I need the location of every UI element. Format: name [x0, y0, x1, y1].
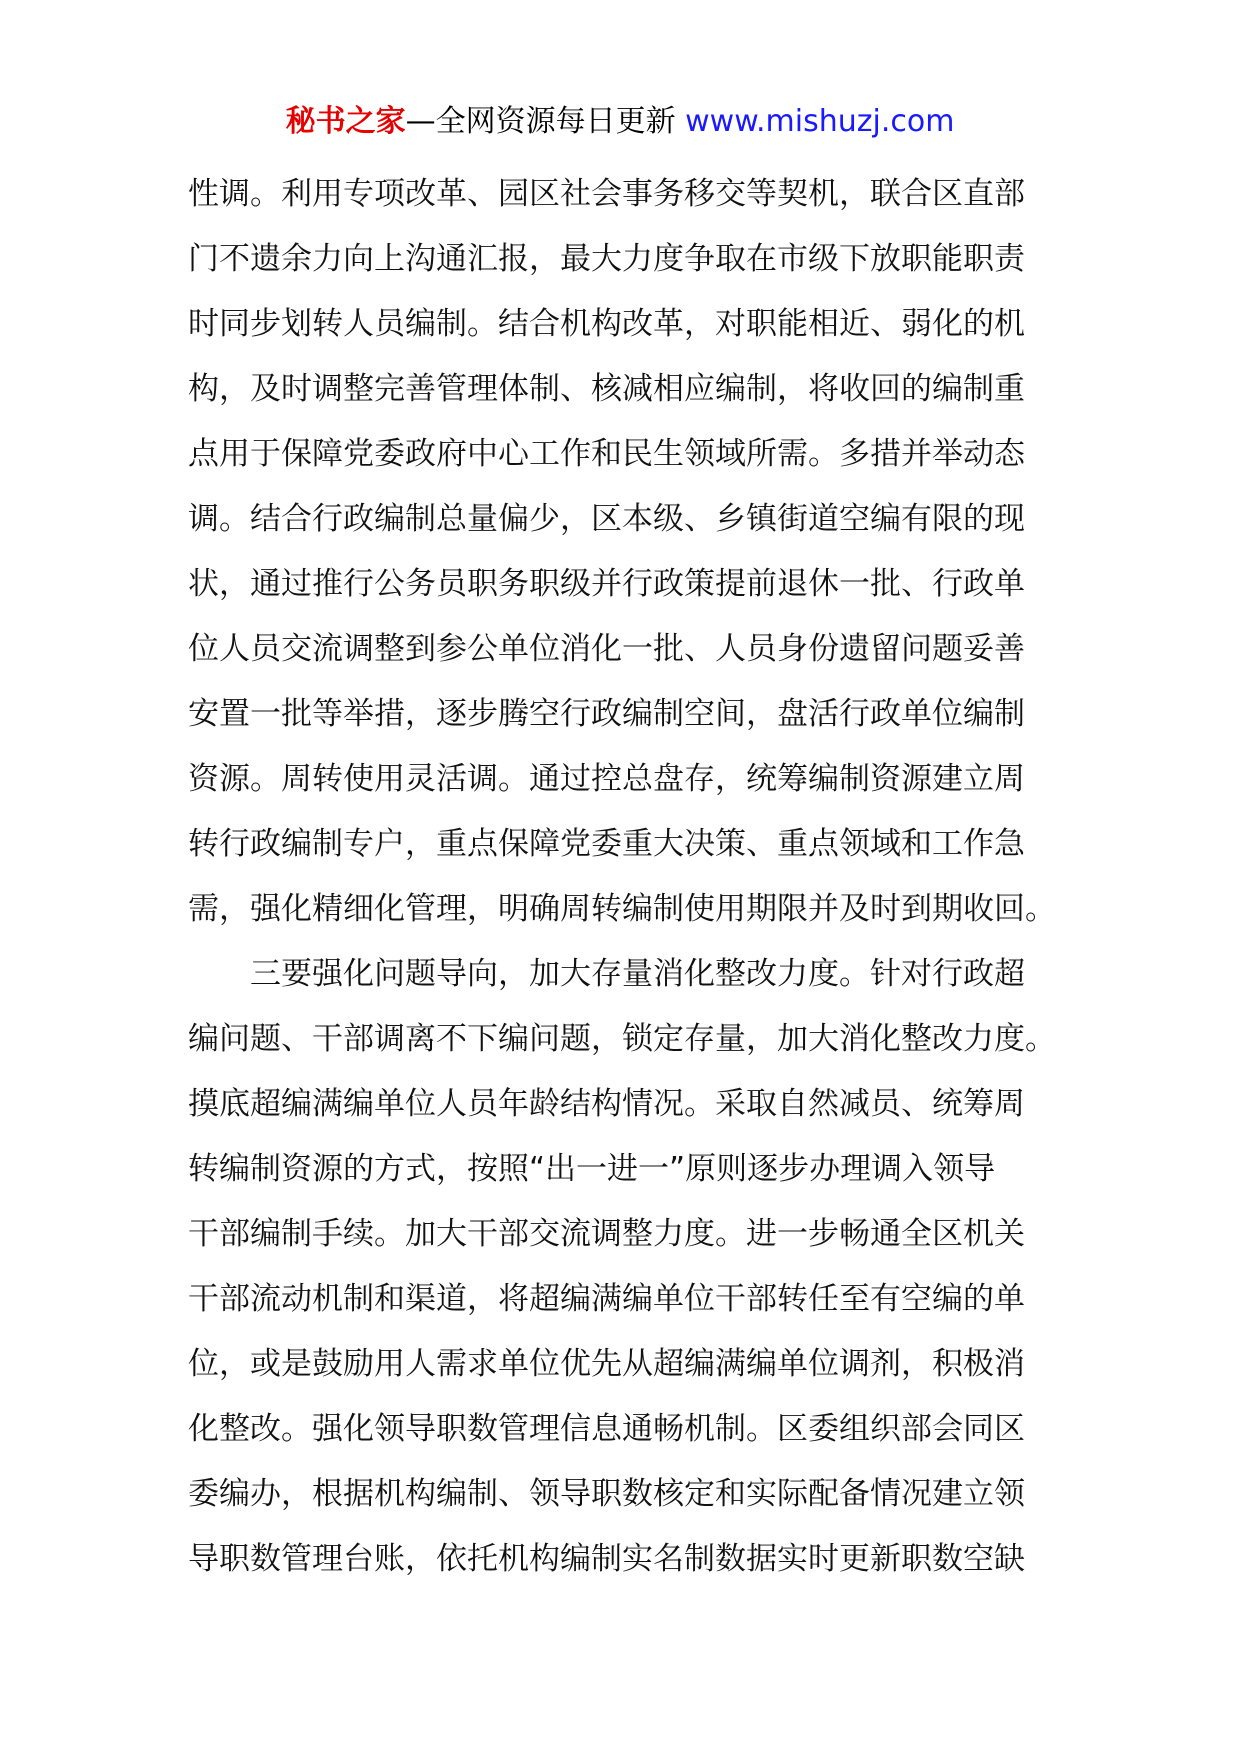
page-header [0, 102, 1240, 142]
text-line: 安置一批等举措，逐步腾空行政编制空间，盘活行政单位编制 [188, 696, 1025, 732]
brand-name: 秘书之家 [285, 104, 406, 139]
text-line: 需，强化精细化管理，明确周转编制使用期限并及时到期收回。 [188, 891, 1056, 927]
text-line: 摸底超编满编单位人员年龄结构情况。采取自然减员、统筹周 [188, 1086, 1025, 1122]
text-line: 门不遗余力向上沟通汇报，最大力度争取在市级下放职能职责 [188, 241, 1025, 277]
text-line: 状，通过推行公务员职务职级并行政策提前退休一批、行政单 [188, 566, 1025, 602]
text-line: 性调。利用专项改革、园区社会事务移交等契机，联合区直部 [188, 176, 1025, 212]
text-line: 资源。周转使用灵活调。通过控总盘存，统筹编制资源建立周 [188, 761, 1025, 797]
text-line: 干部编制手续。加大干部交流调整力度。进一步畅通全区机关 [188, 1216, 1025, 1252]
text-line: 转行政编制专户，重点保障党委重大决策、重点领域和工作急 [188, 826, 1025, 862]
text-line: 点用于保障党委政府中心工作和民生领域所需。多措并举动态 [188, 436, 1025, 472]
header-tagline: —全网资源每日更新 [405, 104, 676, 139]
text-line: 转编制资源的方式，按照“出一进一”原则逐步办理调入领导 [188, 1151, 996, 1187]
text-line: 化整改。强化领导职数管理信息通畅机制。区委组织部会同区 [188, 1411, 1025, 1447]
text-line: 时同步划转人员编制。结合机构改革，对职能相近、弱化的机 [188, 306, 1025, 342]
header-url[interactable]: www.mishuzj.com [685, 104, 955, 139]
text-line: 构，及时调整完善管理体制、核减相应编制，将收回的编制重 [188, 371, 1025, 407]
text-line: 导职数管理台账，依托机构编制实名制数据实时更新职数空缺 [188, 1541, 1025, 1577]
text-line: 干部流动机制和渠道，将超编满编单位干部转任至有空编的单 [188, 1281, 1025, 1317]
text-line: 位人员交流调整到参公单位消化一批、人员身份遗留问题妥善 [188, 631, 1025, 667]
text-line: 位，或是鼓励用人需求单位优先从超编满编单位调剂，积极消 [188, 1346, 1025, 1382]
text-line: 调。结合行政编制总量偏少，区本级、乡镇街道空编有限的现 [188, 501, 1025, 537]
document-body [188, 162, 1068, 1592]
text-line: 委编办，根据机构编制、领导职数核定和实际配备情况建立领 [188, 1476, 1025, 1512]
paragraph-start-line: 三要强化问题导向，加大存量消化整改力度。针对行政超 [250, 956, 1025, 992]
text-line: 编问题、干部调离不下编问题，锁定存量，加大消化整改力度。 [188, 1021, 1056, 1057]
